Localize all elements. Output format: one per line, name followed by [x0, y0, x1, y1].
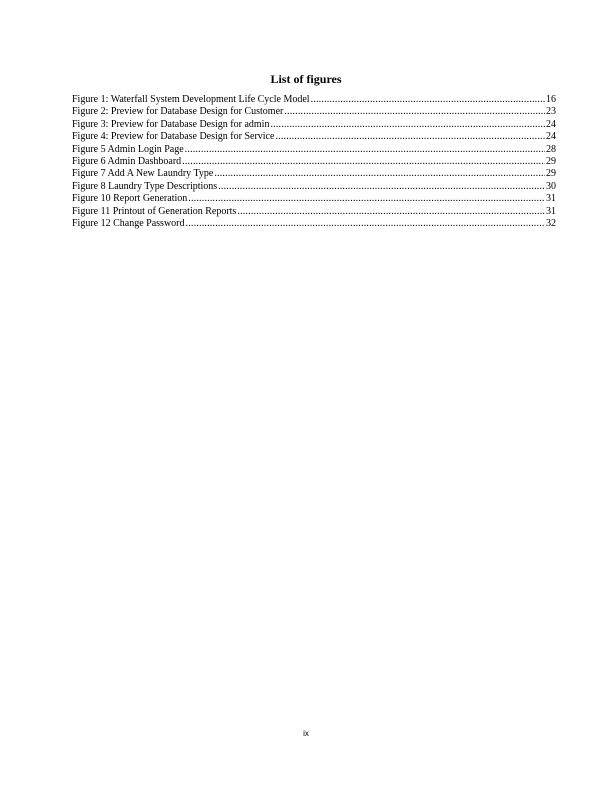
figure-entry[interactable]	[72, 193, 556, 205]
figure-entry-label: Figure 11 Printout of Generation Reports	[72, 205, 237, 217]
figure-list	[72, 94, 556, 230]
figure-entry-label: Figure 4: Preview for Database Design for Service	[72, 131, 275, 143]
dot-leader	[270, 119, 545, 131]
dot-leader	[186, 218, 546, 230]
figure-entry-page: 23	[546, 106, 556, 118]
figure-entry[interactable]	[72, 106, 556, 118]
dot-leader	[214, 168, 545, 180]
figure-entry-page: 24	[546, 131, 556, 143]
figure-entry[interactable]	[72, 94, 556, 106]
figure-entry-page: 31	[546, 193, 556, 205]
figure-entry[interactable]	[72, 119, 556, 131]
figure-entry[interactable]	[72, 131, 556, 143]
figure-entry-label: Figure 5 Admin Login Page	[72, 143, 184, 155]
figure-entry-label: Figure 3: Preview for Database Design for admin	[72, 118, 270, 130]
dot-leader	[188, 193, 545, 205]
dot-leader	[185, 144, 545, 156]
figure-entry-page: 28	[546, 143, 556, 155]
figure-entry-page: 30	[546, 180, 556, 192]
page-title: List of figures	[270, 72, 342, 86]
figure-entry-page: 16	[546, 94, 556, 105]
dot-leader	[284, 106, 545, 118]
figure-entry-page: 32	[546, 218, 556, 230]
dot-leader	[218, 181, 545, 193]
figure-entry[interactable]	[72, 181, 556, 193]
dot-leader	[237, 206, 545, 218]
figure-entry-label: Figure 1: Waterfall System Development Life Cycle Model	[72, 94, 310, 105]
dot-leader	[182, 156, 545, 168]
figure-entry[interactable]	[72, 168, 556, 180]
figure-entry-label: Figure 6 Admin Dashboard	[72, 156, 182, 168]
figure-entry-page: 29	[546, 156, 556, 168]
figure-entry[interactable]	[72, 144, 556, 156]
dot-leader	[311, 94, 545, 106]
figure-entry[interactable]	[72, 156, 556, 168]
figure-entry-label: Figure 7 Add A New Laundry Type	[72, 168, 214, 180]
figure-entry-page: 24	[546, 118, 556, 130]
figure-entry-label: Figure 12 Change Password	[72, 218, 185, 230]
figure-entry[interactable]	[72, 218, 556, 230]
figure-entry-label: Figure 8 Laundry Type Descriptions	[72, 180, 218, 192]
figure-entry-label: Figure 2: Preview for Database Design for Customer	[72, 106, 284, 118]
figure-entry[interactable]	[72, 206, 556, 218]
figure-entry-page: 29	[546, 168, 556, 180]
dot-leader	[275, 131, 545, 143]
figure-entry-label: Figure 10 Report Generation	[72, 193, 188, 205]
page-number: ix	[303, 729, 309, 738]
figure-entry-page: 31	[546, 205, 556, 217]
